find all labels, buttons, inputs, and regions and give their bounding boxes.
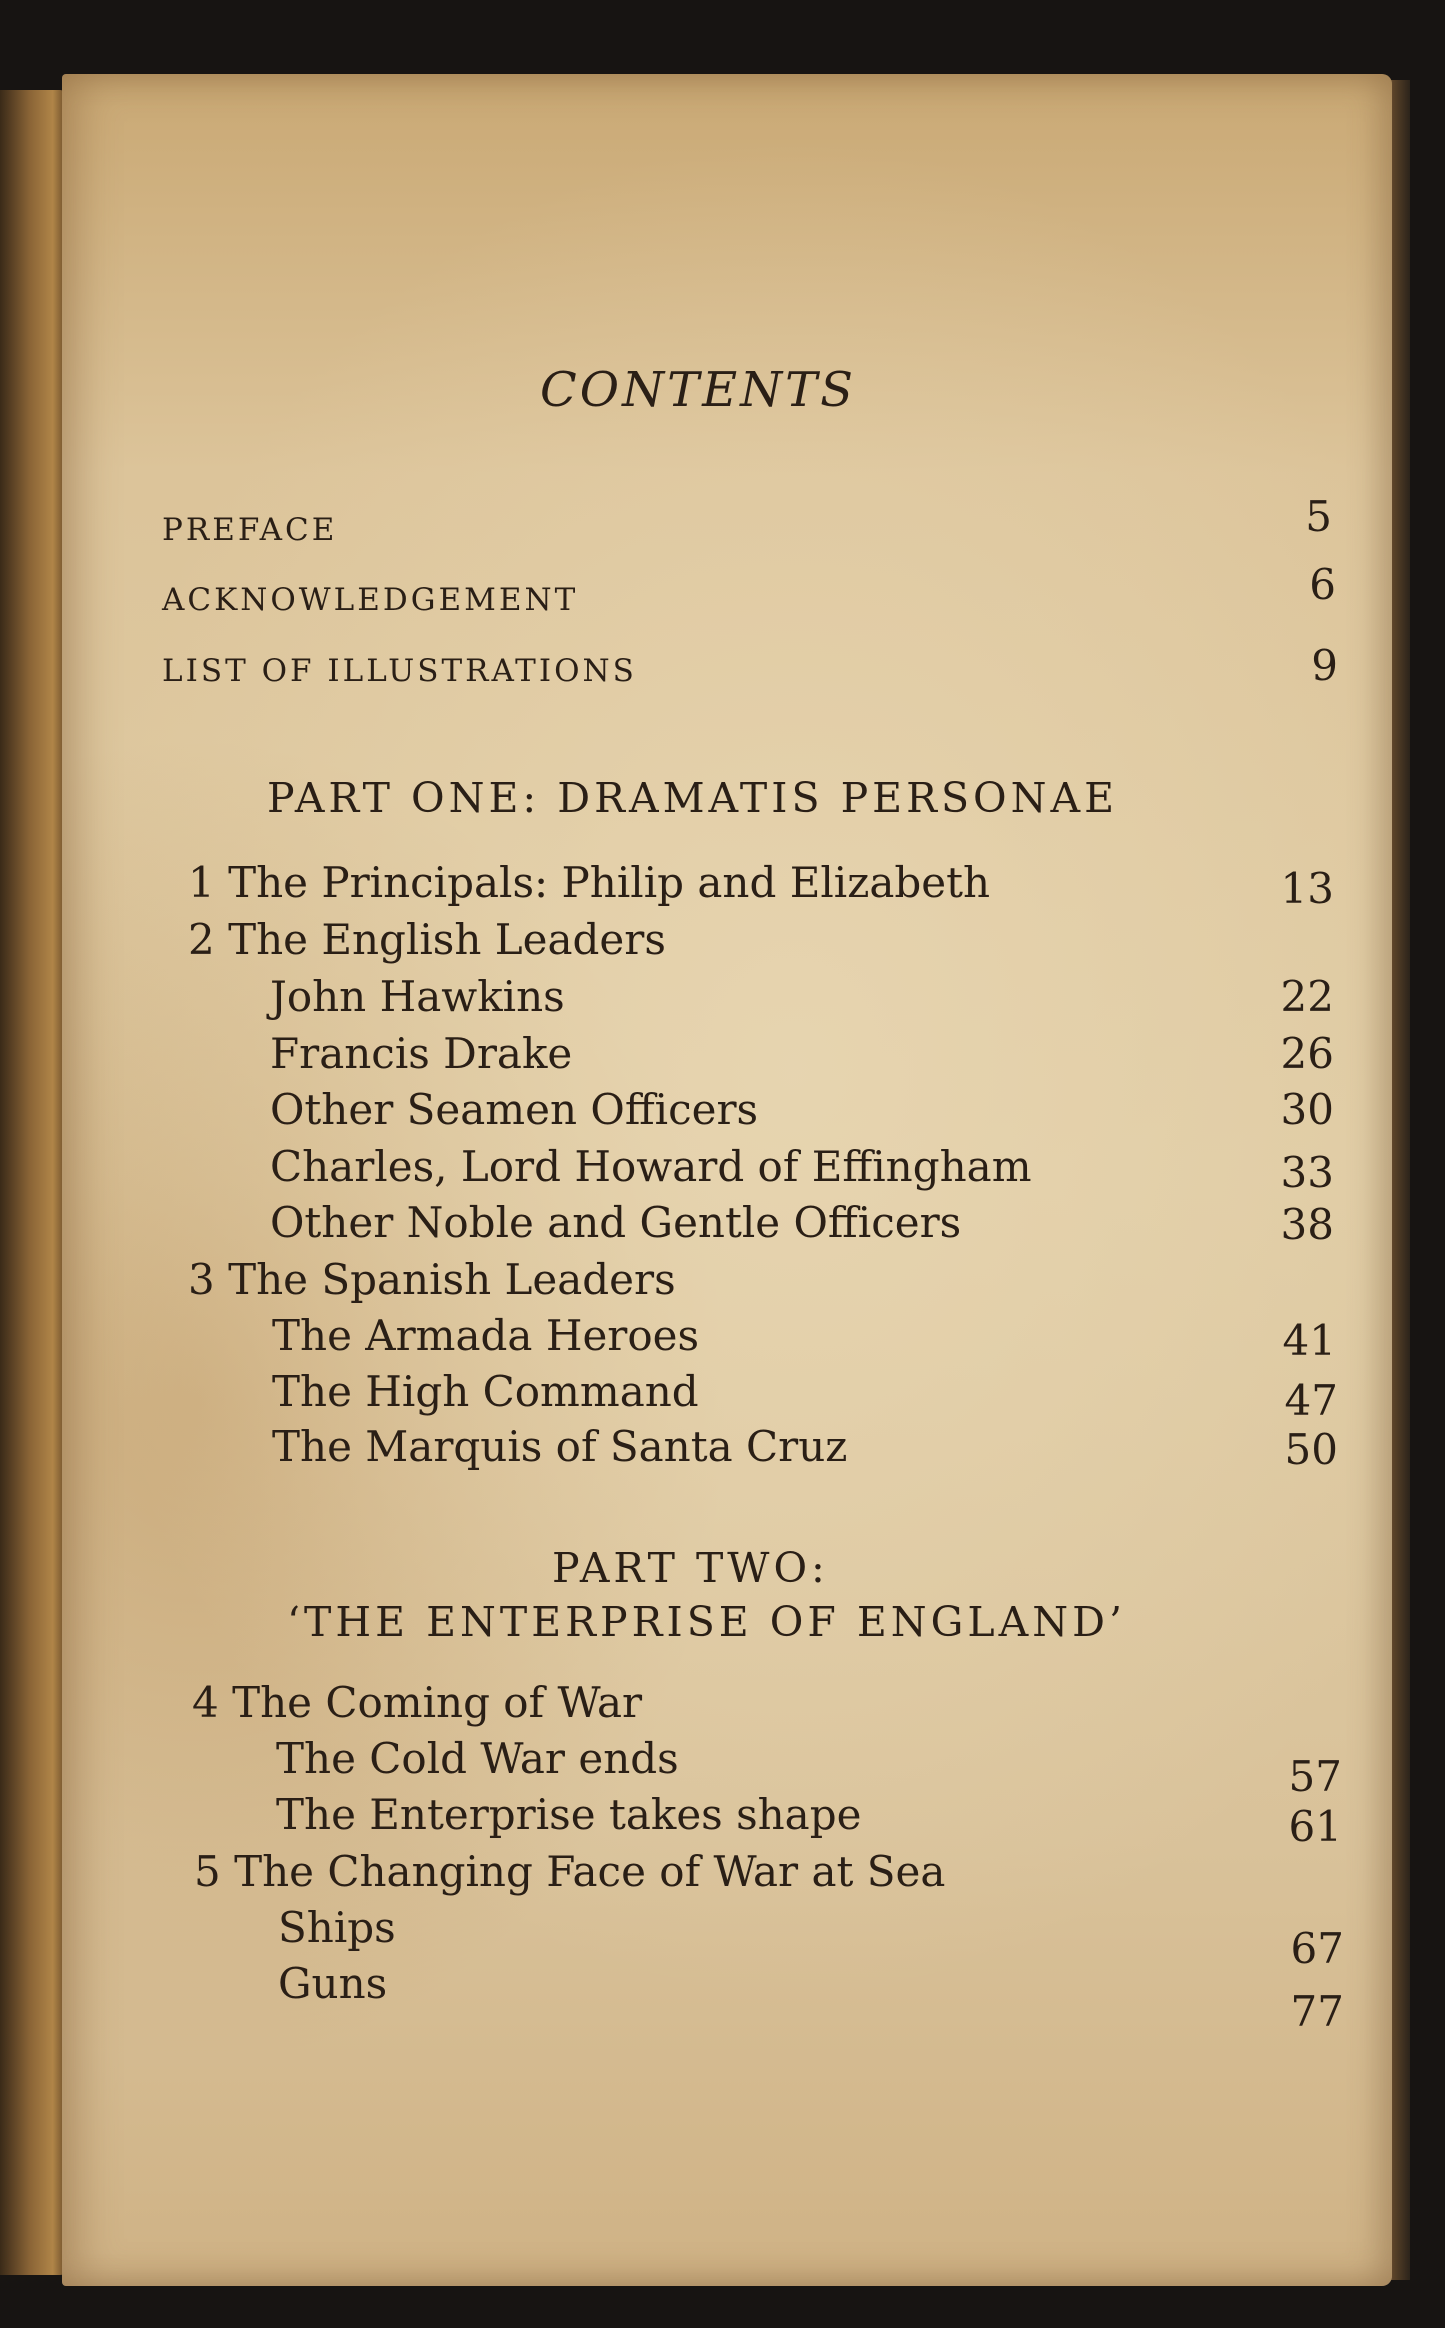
front-matter-page-acknowledgement: 6 bbox=[1309, 560, 1336, 609]
toc-entry-text: Guns bbox=[278, 1959, 388, 2008]
toc-entry-page: 26 bbox=[1280, 1029, 1334, 1078]
toc-entry-page: 77 bbox=[1290, 1987, 1344, 2036]
contents-heading: CONTENTS bbox=[540, 362, 857, 418]
toc-entry-page: 57 bbox=[1288, 1752, 1342, 1801]
toc-entry-page: 67 bbox=[1290, 1924, 1344, 1973]
front-matter-title-illustrations: LIST OF ILLUSTRATIONS bbox=[162, 653, 637, 689]
toc-entry-text: Francis Drake bbox=[270, 1029, 573, 1078]
toc-entry-text: The Enterprise takes shape bbox=[276, 1790, 862, 1839]
toc-entry-page: 22 bbox=[1280, 972, 1334, 1021]
toc-entry-page: 30 bbox=[1280, 1085, 1334, 1134]
toc-entry-page: 13 bbox=[1280, 864, 1334, 913]
toc-entry-text: 5 The Changing Face of War at Sea bbox=[194, 1847, 946, 1896]
part-one-title: PART ONE: DRAMATIS PERSONAE bbox=[267, 774, 1119, 822]
toc-entry-text: The Armada Heroes bbox=[272, 1311, 700, 1360]
toc-entry-text: The Marquis of Santa Cruz bbox=[272, 1422, 848, 1471]
front-matter-page-illustrations: 9 bbox=[1311, 641, 1338, 690]
toc-entry-text: Ships bbox=[278, 1903, 396, 1952]
toc-entry-page: 38 bbox=[1280, 1200, 1334, 1249]
toc-entry-page: 61 bbox=[1288, 1802, 1342, 1851]
toc-entry-text: 1 The Principals: Philip and Elizabeth bbox=[188, 858, 991, 907]
toc-entry-text: The High Command bbox=[272, 1367, 699, 1416]
toc-entry-text: Charles, Lord Howard of Effingham bbox=[270, 1142, 1032, 1191]
toc-entry-text: John Hawkins bbox=[270, 972, 565, 1021]
toc-entry-text: Other Seamen Officers bbox=[270, 1085, 759, 1134]
toc-entry-page: 50 bbox=[1284, 1425, 1338, 1474]
toc-entry-page: 41 bbox=[1282, 1316, 1336, 1365]
part-two-title-line2: ‘THE ENTERPRISE OF ENGLAND’ bbox=[287, 1598, 1127, 1646]
facing-page-edge bbox=[0, 90, 66, 2275]
toc-entry-text: 3 The Spanish Leaders bbox=[188, 1255, 676, 1304]
toc-entry-text: The Cold War ends bbox=[276, 1734, 679, 1783]
part-two-title-line1: PART TWO: bbox=[552, 1544, 829, 1592]
toc-entry-text: 4 The Coming of War bbox=[192, 1678, 643, 1727]
toc-entry-page: 47 bbox=[1284, 1376, 1338, 1425]
front-matter-title-acknowledgement: ACKNOWLEDGEMENT bbox=[162, 582, 579, 618]
contents-page bbox=[62, 74, 1392, 2286]
toc-entry-text: 2 The English Leaders bbox=[188, 915, 666, 964]
front-matter-title-preface: PREFACE bbox=[162, 512, 338, 548]
toc-entry-text: Other Noble and Gentle Officers bbox=[270, 1198, 962, 1247]
front-matter-page-preface: 5 bbox=[1305, 492, 1332, 541]
toc-entry-page: 33 bbox=[1280, 1148, 1334, 1197]
